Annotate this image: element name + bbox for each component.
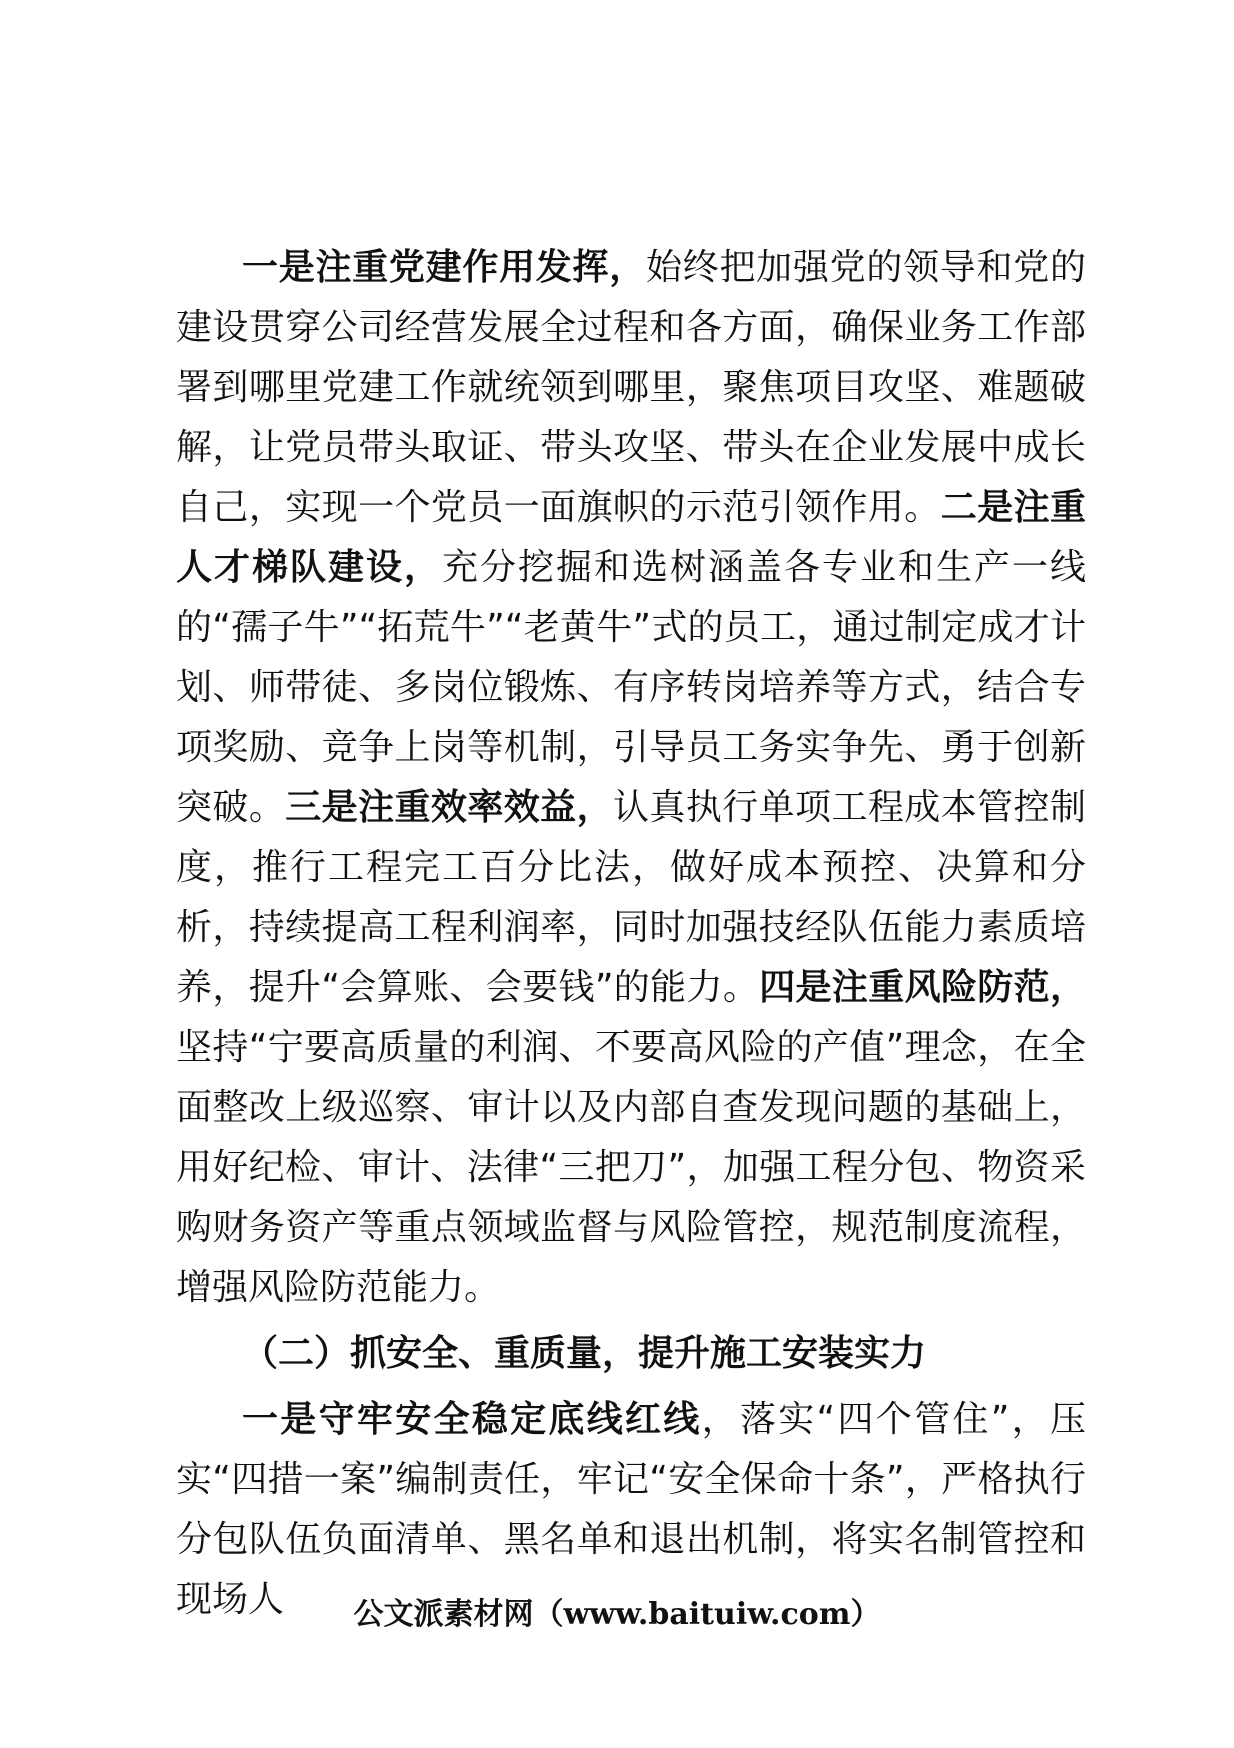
paragraph-party-building xyxy=(176,238,1086,1318)
footer-watermark: 公文派素材网（www.baituiw.com） xyxy=(353,1597,881,1632)
bold-lead-2: 二是注重人才梯队建设， xyxy=(176,487,1086,588)
document-body xyxy=(176,238,1086,1630)
section-heading: （二）抓安全、重质量，提升施工安装实力 xyxy=(242,1333,927,1374)
bold-lead-3: 三是注重效率效益， xyxy=(285,787,613,828)
paragraph-text-3: 认真执行单项工程成本管控制度，推行工程完工百分比法，做好成本预控、决算和分析，持续提高工程利润率，同时加强技经队伍能力素质培养，提升“会算账、会要钱”的能力。 xyxy=(176,787,1086,1008)
paragraph-text-1: 始终把加强党的领导和党的建设贯穿公司经营发展全过程和各方面，确保业务工作部署到哪里党建工作就统领到哪里，聚焦项目攻坚、难题破解，让党员带头取证、带头攻坚、带头在企业发展中成长自己，实现一个党员一面旗帜的示范引领作用。 xyxy=(176,247,1086,528)
paragraph-text-4: 坚持“宁要高质量的利润、不要高风险的产值”理念，在全面整改上级巡察、审计以及内部自查发现问题的基础上，用好纪检、审计、法律“三把刀”，加强工程分包、物资采购财务资产等重点领域监督与风险管控，规范制度流程，增强风险防范能力。 xyxy=(176,1027,1086,1308)
bold-lead-5: 一是守牢安全稳定底线红线 xyxy=(242,1399,702,1440)
paragraph-safety xyxy=(176,1390,1086,1630)
paragraph-text-5: ，落实“四个管住”，压实“四措一案”编制责任，牢记“安全保命十条”，严格执行分包队伍负面清单、黑名单和退出机制，将实名制管控和现场人 xyxy=(176,1399,1086,1620)
bold-lead-4: 四是注重风险防范， xyxy=(759,967,1086,1008)
bold-lead-1: 一是注重党建作用发挥， xyxy=(242,247,646,288)
paragraph-text-2: 充分挖掘和选树涵盖各专业和生产一线的“孺子牛”“拓荒牛”“老黄牛”式的员工，通过制定成才计划、师带徒、多岗位锻炼、有序转岗培养等方式，结合专项奖励、竞争上岗等机制，引导员工务实争先、勇于创新突破。 xyxy=(176,547,1086,828)
